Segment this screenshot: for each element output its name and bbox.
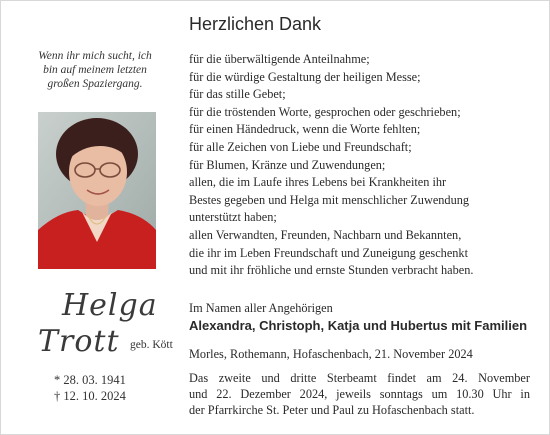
birth-name: geb. Kött: [130, 339, 173, 351]
birth-date: * 28. 03. 1941: [54, 373, 126, 387]
thanks-line: für das stille Gebet;: [189, 87, 286, 102]
thanks-line: die ihr im Leben Freundschaft und Zuneigung geschenkt: [189, 245, 468, 260]
portrait-photo: [38, 112, 156, 269]
mass-line: Das zweite und dritte Sterbeamt findet am 24. November: [189, 371, 530, 385]
place-and-date: Morles, Rothemann, Hofaschenbach, 21. November 2024: [189, 347, 473, 361]
memorial-mass-info: [189, 370, 530, 418]
motto-line: großen Spaziergang.: [47, 78, 143, 90]
portrait-image: [38, 112, 156, 269]
signature-names: Alexandra, Christoph, Katja und Hubertus mit Familien: [189, 318, 528, 333]
first-name: Helga: [62, 288, 158, 323]
thanks-lines: [189, 51, 473, 280]
thanks-line: für die tröstenden Worte, gesprochen oder geschrieben;: [189, 104, 461, 119]
motto-line: Wenn ihr mich sucht, ich: [38, 50, 152, 62]
thanks-line: unterstützt haben;: [189, 210, 277, 225]
thanks-line: für Blumen, Kränze und Zuwendungen;: [189, 157, 386, 172]
left-column: [0, 0, 176, 435]
last-name: Trott: [38, 324, 120, 359]
thanks-line: und mit ihr fröhliche und ernste Stunden verbracht haben.: [189, 263, 474, 278]
thanks-line: Bestes gegeben und Helga mit menschlicher Zuwendung: [189, 192, 470, 207]
signature-intro: Im Namen aller Angehörigen: [189, 301, 333, 315]
life-dates: [54, 372, 126, 404]
mass-line: der Pfarrkirche St. Peter und Paul zu Hofaschenbach statt.: [189, 403, 475, 417]
death-date: † 12. 10. 2024: [54, 389, 126, 403]
thanks-line: für die würdige Gestaltung der heiligen Messe;: [189, 69, 421, 84]
thanks-line: für die überwältigende Anteilnahme;: [189, 52, 370, 66]
mass-line: und 22. Dezember 2024, jeweils sonntags um 10.30 Uhr in: [189, 387, 530, 401]
thanks-line: allen Verwandten, Freunden, Nachbarn und Bekannten,: [189, 227, 462, 242]
motto-quote: [24, 49, 166, 91]
thanks-title: Herzlichen Dank: [189, 14, 322, 34]
thanks-line: allen, die im Laufe ihres Lebens bei Krankheiten ihr: [189, 175, 447, 190]
thanks-line: für einen Händedruck, wenn die Worte fehlten;: [189, 122, 421, 137]
motto-line: bin auf meinem letzten: [43, 64, 147, 76]
thanks-line: für alle Zeichen von Liebe und Freundschaft;: [189, 139, 412, 154]
